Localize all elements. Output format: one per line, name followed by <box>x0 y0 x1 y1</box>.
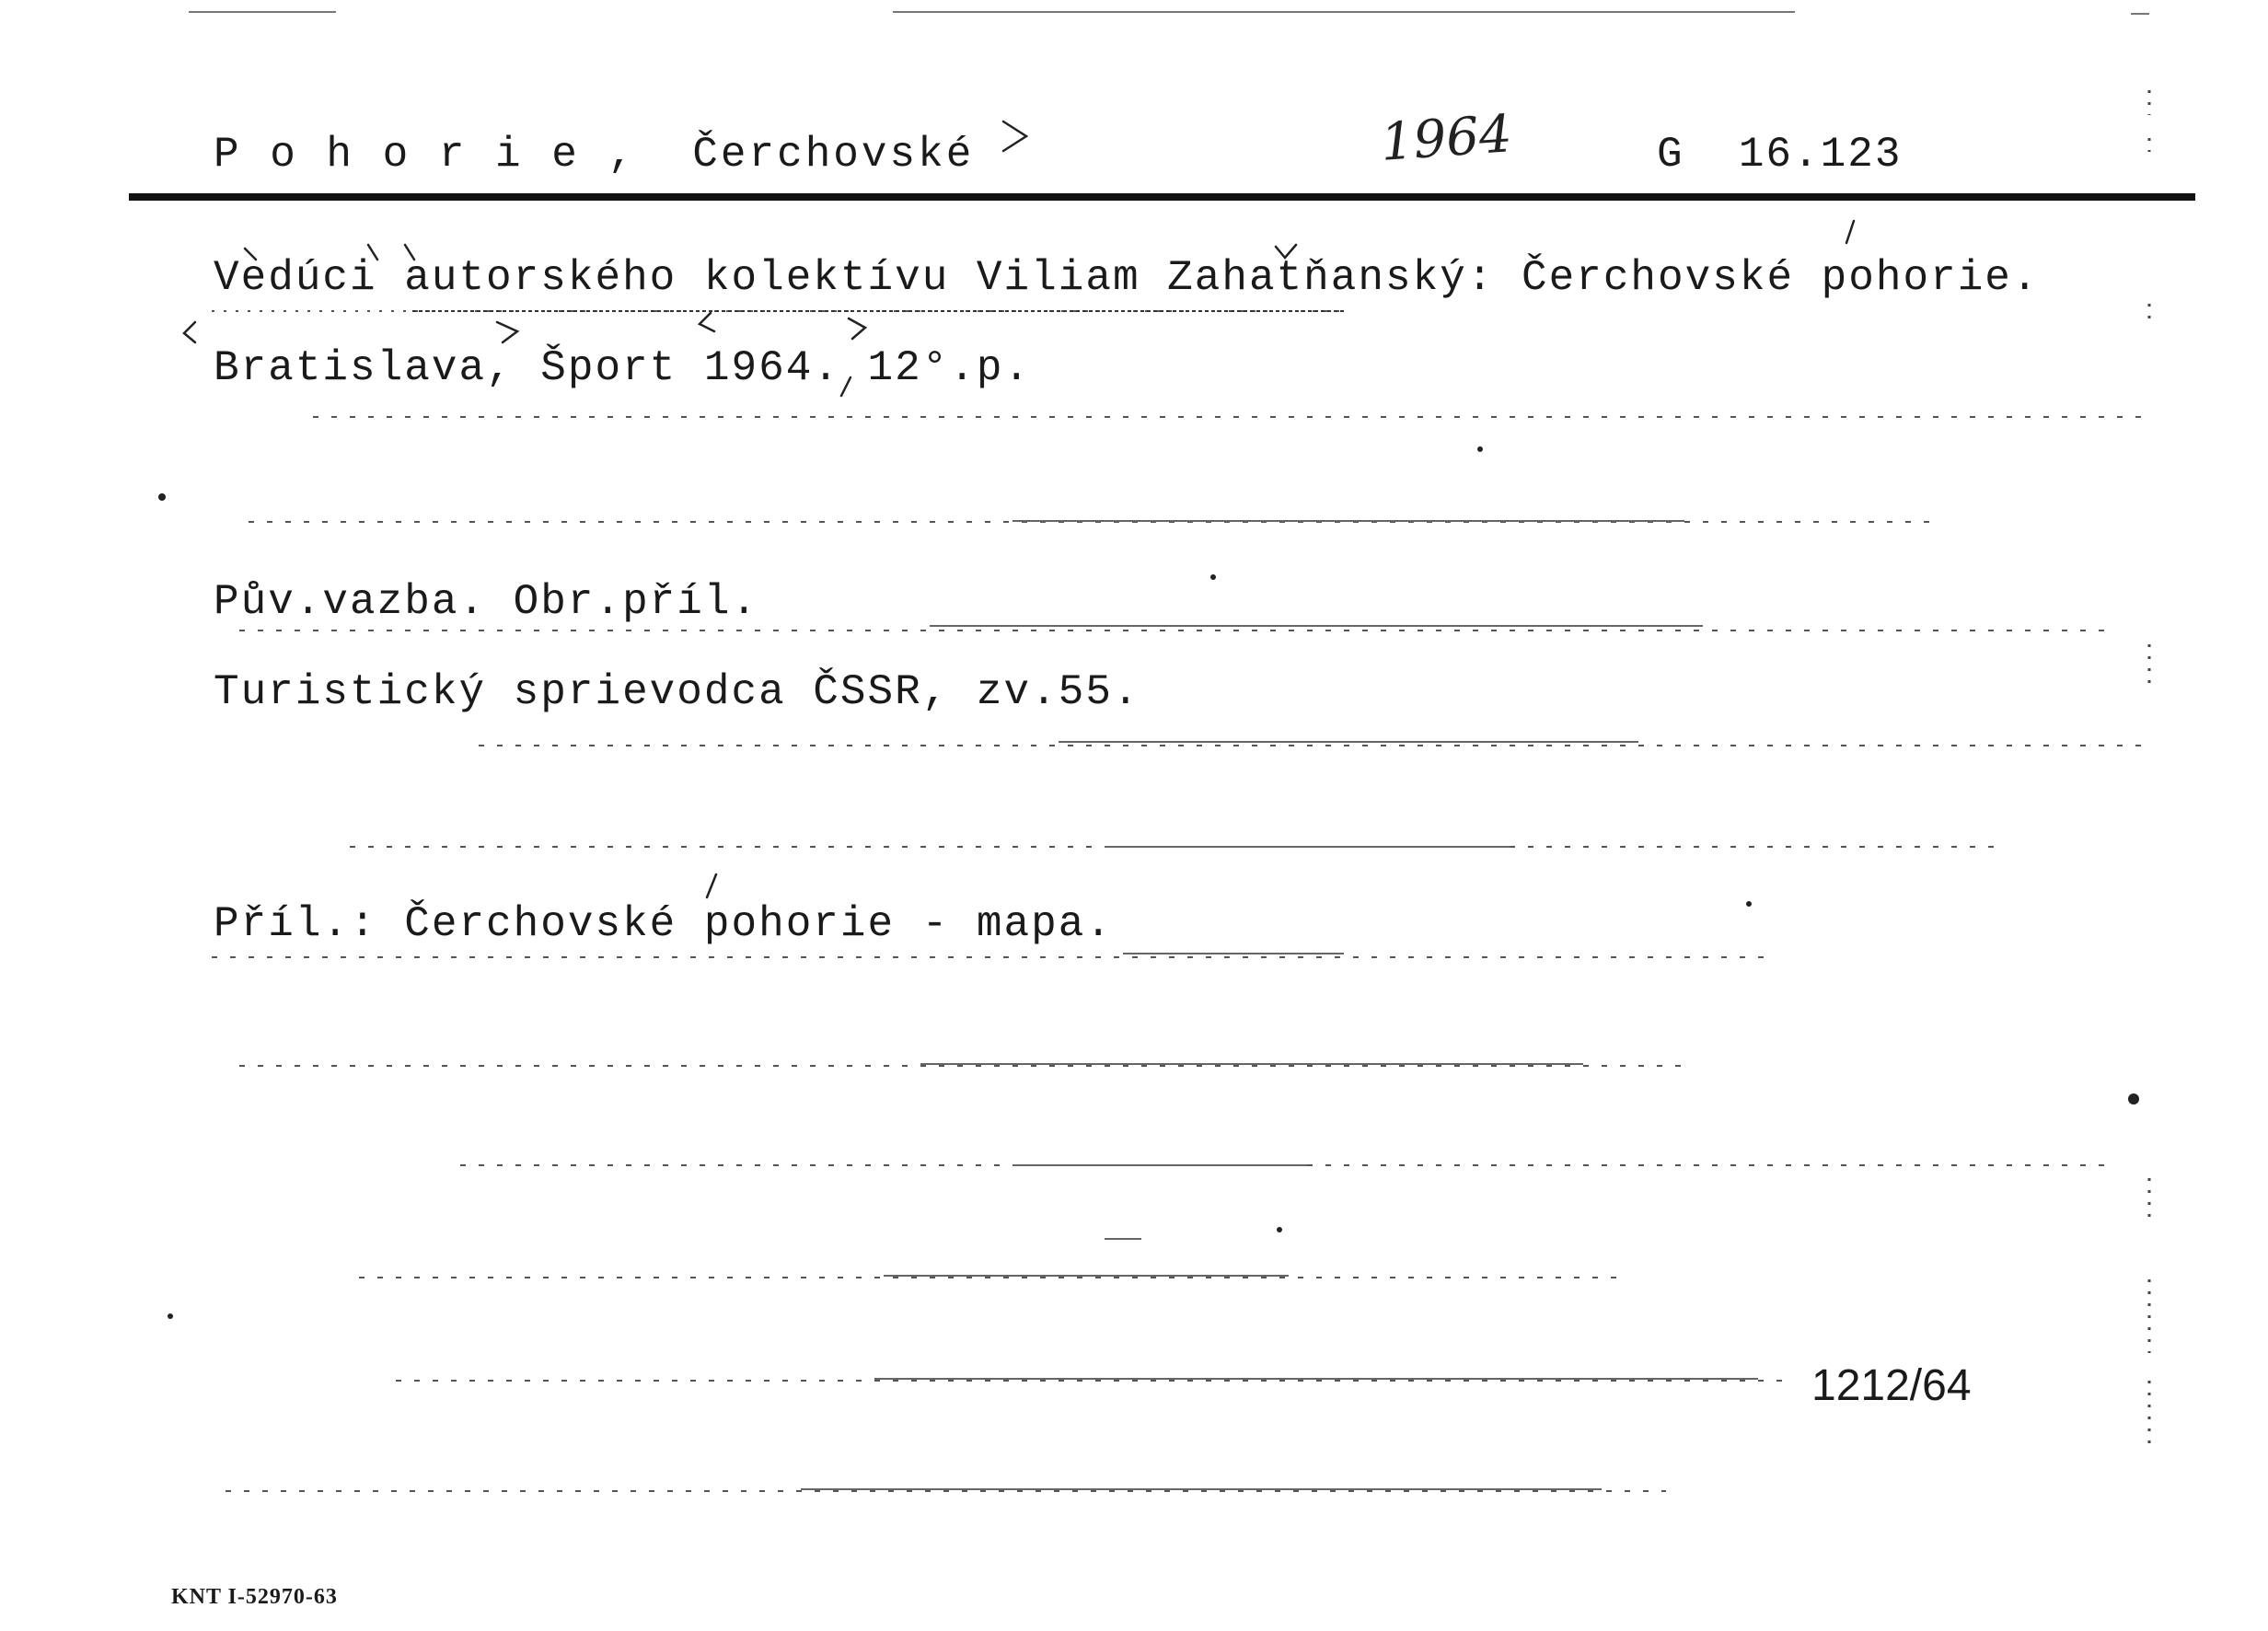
imprint-line: Bratislava, Šport 1964. 12°.p. <box>214 344 1032 392</box>
printer-mark: KNT I-52970-63 <box>171 1585 338 1609</box>
series-line: Turistický sprievodca ČSSR, zv.55. <box>214 668 1140 716</box>
supplement-line: Příl.: Čerchovské pohorie - mapa. <box>214 900 1113 948</box>
shelf-mark: G 16.123 <box>1657 131 1903 179</box>
binding-line: Pův.vazba. Obr.příl. <box>214 578 759 626</box>
accession-number: 1212/64 <box>1811 1361 1972 1410</box>
card-title: P o h o r i e , Čerchovské <box>214 131 975 179</box>
authors-line: Vedúci autorského kolektívu Viliam Zahatňanský: Čerchovské pohorie. <box>214 254 2040 302</box>
handwritten-year: 1964 <box>1378 104 1514 173</box>
